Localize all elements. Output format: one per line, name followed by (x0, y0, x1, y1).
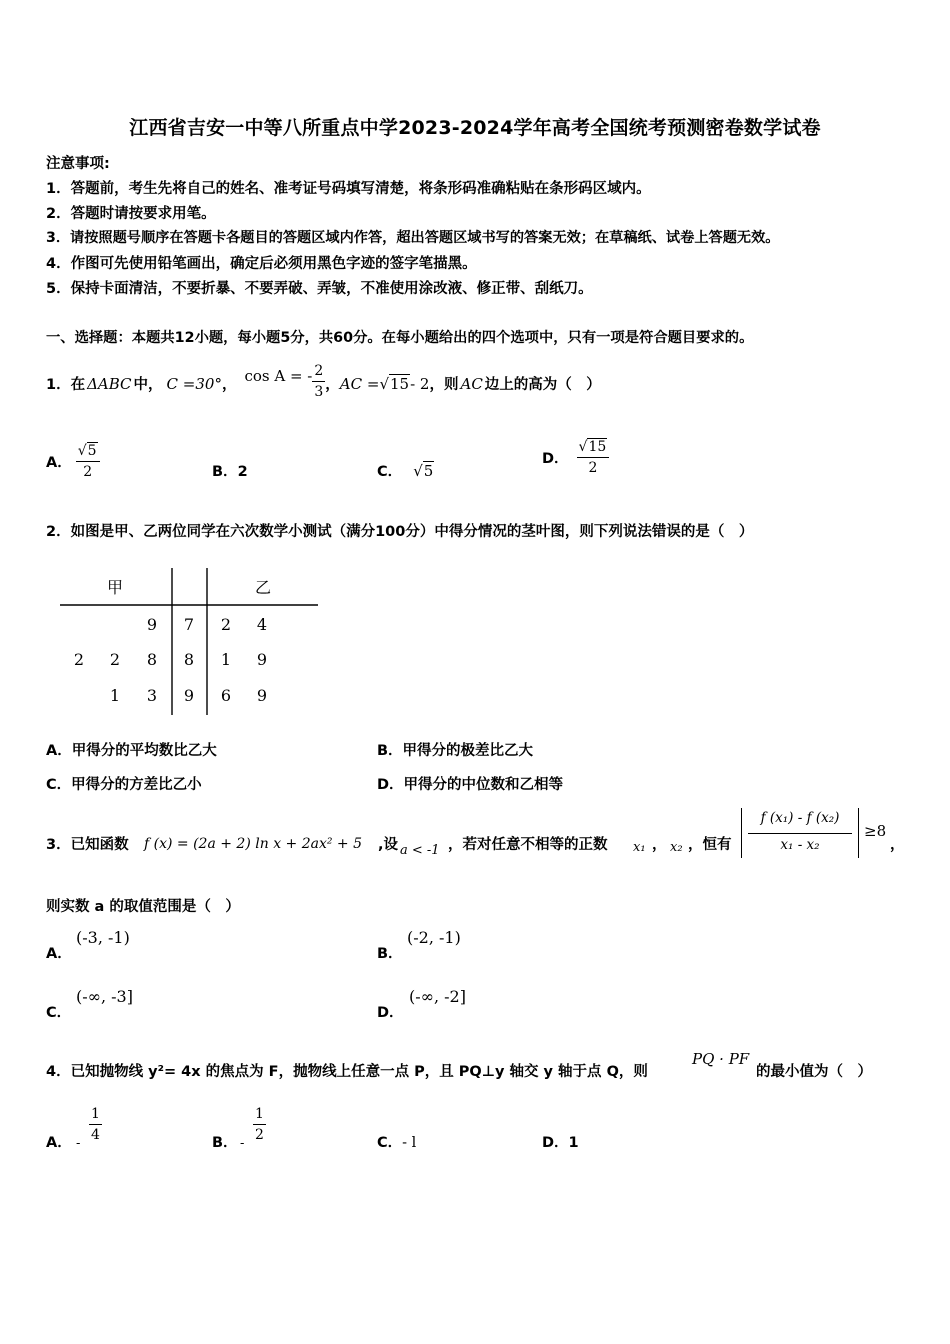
q4-b-sign: - (240, 1136, 245, 1151)
option-label: A． (46, 946, 72, 962)
option-label: A． (46, 455, 72, 471)
q2-option-b[interactable]: B．甲得分的极差比乙大 (377, 743, 534, 759)
option-label: C． (46, 1005, 72, 1021)
leaf-left: 1 (109, 686, 121, 705)
option-label: D． (542, 1135, 569, 1151)
q1-ac2: AC (460, 374, 483, 393)
q4-b-num: 1 (253, 1105, 266, 1125)
q3-line2: 则实数 a 的取值范围是（ ） (46, 899, 240, 915)
q4-a-fraction (89, 1105, 102, 1144)
q3-text: ， (652, 837, 667, 853)
q1-cos-num: 2 (312, 362, 325, 382)
q1-text: ，则 (429, 377, 459, 393)
stem-leaf-plot (55, 565, 325, 725)
q3-ge: ≥8 (864, 822, 887, 840)
q3-text: ，恒有 (688, 837, 732, 853)
option-label: C． (377, 464, 403, 480)
q4-stem: 4．已知抛物线 y²= 4x 的焦点为 F，抛物线上任意一点 P，且 PQ⊥y 轴交 y 轴于点 Q，则 (46, 1064, 648, 1080)
q2-option-a[interactable]: A．甲得分的平均数比乙大 (46, 743, 217, 759)
notice-item: 4．作图可先使用铅笔画出，确定后必须用黑色字迹的签字笔描黑。 (46, 256, 477, 272)
q4-b-fraction (253, 1105, 266, 1144)
q3-text: 3．已知函数 (46, 837, 129, 853)
q1-c-sqrt: √5 (413, 462, 434, 480)
q3-function: f (x) = (2a + 2) ln x + 2ax² + 5 (144, 836, 363, 852)
question-1 (46, 363, 601, 401)
q1-a-num: √5 (76, 442, 100, 462)
q1-a-den: 2 (83, 464, 93, 480)
q2-option-c[interactable]: C．甲得分的方差比乙小 (46, 777, 202, 793)
leaf-right: 9 (256, 650, 268, 669)
plot-head-right: 乙 (254, 578, 272, 597)
exam-title: 江西省吉安一中等八所重点中学2023-2024学年高考全国统考预测密卷数学试卷 (129, 117, 821, 139)
q3-c-value: (-∞, -3] (76, 987, 133, 1006)
q1-cos-den: 3 (314, 384, 324, 400)
q3-frac-num: f (x₁) - f (x₂) (760, 810, 840, 826)
option-label: B． (212, 1135, 238, 1151)
q4-b-den: 2 (255, 1127, 264, 1143)
leaf-right: 6 (220, 686, 232, 705)
q4-a-num: 1 (89, 1105, 102, 1125)
plot-head-left: 甲 (106, 578, 124, 597)
question-2: 2．如图是甲、乙两位同学在六次数学小测试（满分100分）中得分情况的茎叶图，则下列说法错误的是（ ） (46, 524, 754, 540)
q1-text: ， (221, 377, 237, 393)
q4-d-value: 1 (568, 1135, 579, 1151)
q1-ac: AC = (339, 374, 380, 393)
q1-option-c[interactable] (377, 460, 434, 481)
q3-abs-fraction (741, 808, 859, 858)
notice-heading: 注意事项: (46, 156, 110, 172)
q1-a-fraction (76, 442, 100, 481)
notice-item: 5．保持卡面清洁，不要折暴、不要弄破、弄皱，不准使用涂改液、修正带、刮纸刀。 (46, 281, 593, 297)
q1-b-value: 2 (237, 464, 248, 480)
q1-ac-rad: 15 (390, 374, 410, 393)
option-label: A． (46, 1135, 72, 1151)
q4-dot-product: PQ · PF (692, 1050, 750, 1068)
option-label: C． (377, 1135, 403, 1151)
q3-frac-bar (748, 833, 852, 834)
q1-cos: cos A = - (244, 366, 313, 385)
q1-ac-tail: - 2 (410, 374, 430, 393)
option-label: D． (542, 451, 569, 467)
q1-text: ， (325, 377, 340, 393)
option-label: D． (377, 1005, 404, 1021)
notice-item: 2．答题时请按要求用笔。 (46, 206, 216, 222)
q3-condition: a < -1 (400, 843, 440, 858)
q3-text: ， (890, 837, 905, 853)
q3-option-a[interactable] (46, 942, 72, 963)
q3-b-value: (-2, -1) (407, 928, 461, 947)
q3-text: ,设 (378, 837, 399, 853)
leaf-left: 8 (146, 650, 158, 669)
q3-option-d[interactable] (377, 1001, 404, 1022)
notice-item: 3．请按照题号顺序在答题卡各题目的答题区域内作答，超出答题区域书写的答案无效；在草稿纸、试卷上答题无效。 (46, 230, 780, 246)
leaf-right: 4 (256, 615, 268, 634)
notice-item: 1．答题前，考生先将自己的姓名、准考证号码填写清楚，将条形码准确粘贴在条形码区域内。 (46, 181, 651, 197)
leaf-left: 3 (146, 686, 158, 705)
q4-a-den: 4 (91, 1127, 100, 1143)
q1-triangle: ΔABC (87, 374, 132, 393)
q1-a-rad: 5 (87, 443, 97, 459)
leaf-right: 2 (220, 615, 232, 634)
q3-frac-den: x₁ - x₂ (780, 837, 820, 853)
q3-x1: x₁ (633, 840, 646, 855)
q3-option-b[interactable] (377, 942, 403, 963)
q1-text: 1．在 (46, 377, 86, 393)
stem-value: 9 (183, 686, 195, 705)
q4-option-c[interactable] (377, 1131, 416, 1152)
q4-stem-tail: 的最小值为（ ） (756, 1064, 872, 1080)
q3-a-value: (-3, -1) (76, 928, 130, 947)
leaf-left: 2 (109, 650, 121, 669)
q4-c-value: - l (402, 1135, 417, 1151)
q2-option-d[interactable]: D．甲得分的中位数和乙相等 (377, 777, 564, 793)
q4-option-b[interactable] (212, 1131, 238, 1152)
leaf-left: 9 (146, 615, 158, 634)
q1-text: 边上的高为（ ） (484, 377, 601, 393)
leaf-right: 9 (256, 686, 268, 705)
q1-d-den: 2 (588, 460, 598, 476)
option-label: B． (377, 946, 403, 962)
q3-d-value: (-∞, -2] (409, 987, 466, 1006)
q1-d-fraction (577, 438, 610, 477)
q1-cos-fraction (312, 362, 325, 401)
q1-d-rad: 15 (588, 439, 607, 455)
q4-option-a[interactable] (46, 1131, 72, 1152)
q1-angle-c: C =30° (166, 374, 222, 393)
leaf-left: 2 (73, 650, 85, 669)
q3-option-c[interactable] (46, 1001, 71, 1022)
q4-option-d[interactable] (542, 1131, 579, 1152)
q3-text: ，若对任意不相等的正数 (448, 837, 608, 853)
stem-value: 7 (183, 615, 195, 634)
q3-x2: x₂ (670, 840, 683, 855)
section-heading: 一、选择题：本题共12小题，每小题5分，共60分。在每小题给出的四个选项中，只有一项是符合题目要求的。 (46, 330, 754, 346)
q1-option-d[interactable] (542, 438, 609, 477)
q1-c-rad: 5 (423, 462, 434, 480)
q1-text: 中， (133, 377, 163, 393)
q1-option-b[interactable] (212, 460, 248, 481)
q1-option-a[interactable] (46, 442, 100, 481)
q1-ac-sqrt: √15 (379, 374, 410, 393)
q4-a-sign: - (76, 1136, 81, 1151)
stem-value: 8 (183, 650, 195, 669)
q1-d-num: √15 (577, 438, 610, 458)
leaf-right: 1 (220, 650, 232, 669)
option-label: B． (212, 464, 238, 480)
